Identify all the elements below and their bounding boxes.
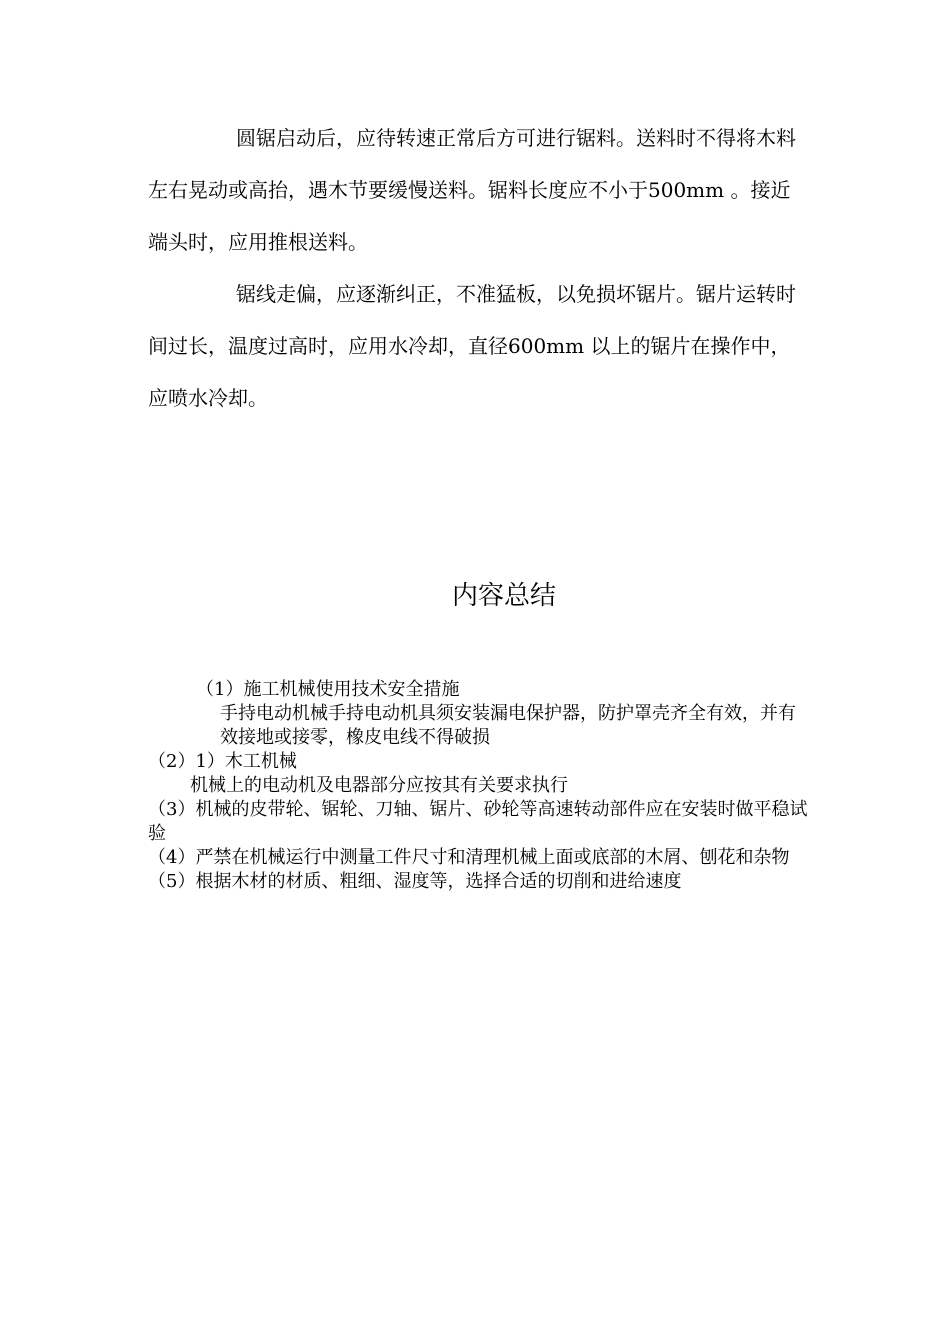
summary-line-4: 机械上的电动机及电器部分应按其有关要求执行	[190, 775, 568, 796]
summary-line-7: （5）根据木材的材质、粗细、湿度等，选择合适的切削和进给速度	[148, 871, 682, 892]
summary-line-1: （1）施工机械使用技术安全措施	[196, 679, 460, 700]
body-paragraph-2-text: 锯线走偏，应逐渐纠正，不准猛板，以免损坏锯片。锯片运转时间过长，温度过高时，应用水冷却，直径600mm 以上的锯片在操作中，应喷水冷却。	[148, 282, 796, 410]
summary-heading: 内容总结	[451, 581, 556, 611]
summary-line-5: （3）机械的皮带轮、锯轮、刀轴、锯片、砂轮等高速转动部件应在安装时做平稳试验	[148, 799, 808, 844]
body-paragraph-2	[148, 268, 800, 424]
summary-line-2: 手持电动机械手持电动机具须安装漏电保护器，防护罩壳齐全有效，并有效接地或接零，橡皮电线不得破损	[220, 703, 796, 748]
body-paragraph-1-text: 圆锯启动后，应待转速正常后方可进行锯料。送料时不得将木料左右晃动或高抬，遇木节要缓慢送料。锯料长度应不小于500mm 。接近端头时，应用推根送料。	[148, 126, 796, 254]
summary-line-3: （2）1）木工机械	[148, 751, 297, 772]
body-paragraph-1	[148, 112, 800, 268]
summary-list	[148, 678, 808, 894]
summary-line-6: （4）严禁在机械运行中测量工件尺寸和清理机械上面或底部的木屑、刨花和杂物	[148, 847, 790, 868]
